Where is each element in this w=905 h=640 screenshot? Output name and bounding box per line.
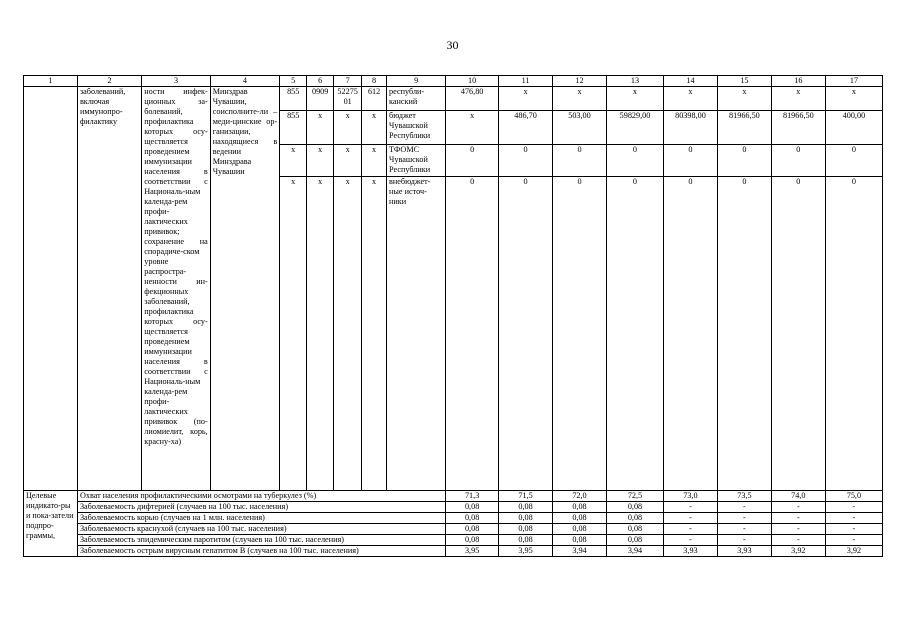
funding-value: 400,00 [825, 111, 882, 145]
main-col3: ности инфек-ционных за-болеваний, профилактика которых осу-ществляется проведением иммунизации населения в соответствии с Националь-ным календа-рем профи-лактических прививок; сохранение на спорадиче-ском уровне распростра-ненности ин-фекционных заболеваний, профилактика которых осу-ществляется проведением иммунизации населения в соответствии с Националь-ным календа-рем профи-лактических прививок (по-лиомиелит, корь, красну-ха) [142, 87, 210, 491]
column-number-9: 9 [387, 76, 446, 87]
indicator-value: - [825, 502, 882, 513]
column-number-4: 4 [210, 76, 280, 87]
funding-value: 0 [499, 177, 553, 491]
indicator-value: 0,08 [499, 535, 553, 546]
indicator-row [24, 491, 883, 502]
funding-value: x [499, 87, 553, 111]
indicator-value: - [664, 502, 718, 513]
code-c6: x [307, 111, 334, 145]
funding-value: 81966,50 [717, 111, 771, 145]
indicator-name: Заболеваемость краснухой (случаев на 100 тыс. населения) [77, 524, 445, 535]
funding-value: 80398,00 [664, 111, 718, 145]
code-c7: x [334, 111, 362, 145]
indicator-value: 3,94 [553, 546, 607, 557]
column-number-17: 17 [825, 76, 882, 87]
funding-value: 0 [771, 177, 825, 491]
indicator-value: 0,08 [499, 524, 553, 535]
column-number-10: 10 [446, 76, 499, 87]
indicator-value: 0,08 [553, 513, 607, 524]
funding-value: 0 [606, 177, 663, 491]
column-number-7: 7 [334, 76, 362, 87]
funding-source: республи-канский [387, 87, 446, 111]
indicator-name: Заболеваемость дифтерией (случаев на 100 тыс. населения) [77, 502, 445, 513]
column-number-14: 14 [664, 76, 718, 87]
column-number-12: 12 [553, 76, 607, 87]
code-c5: 855 [280, 87, 307, 111]
code-c8: x [362, 177, 387, 491]
code-c6: 0909 [307, 87, 334, 111]
code-c8: x [362, 145, 387, 177]
funding-value: 0 [771, 145, 825, 177]
indicator-value: 71,3 [446, 491, 499, 502]
indicator-value: - [825, 535, 882, 546]
indicator-value: 0,08 [553, 524, 607, 535]
indicator-value: - [771, 513, 825, 524]
funding-source: внебюджет-ные источ-ники [387, 177, 446, 491]
indicator-value: 0,08 [606, 513, 663, 524]
funding-source: ТФОМС Чувашской Республики [387, 145, 446, 177]
funding-value: x [825, 87, 882, 111]
indicator-value: 3,94 [606, 546, 663, 557]
funding-value: 0 [825, 177, 882, 491]
column-number-5: 5 [280, 76, 307, 87]
funding-value: x [717, 87, 771, 111]
funding-value: 0 [825, 145, 882, 177]
program-table [23, 75, 883, 557]
indicator-value: - [717, 535, 771, 546]
funding-value: x [771, 87, 825, 111]
column-number-row [24, 76, 883, 87]
indicator-row [24, 513, 883, 524]
indicator-name: Заболеваемость острым вирусным гепатитом В (случаев на 100 тыс. населения) [77, 546, 445, 557]
funding-value: 0 [664, 145, 718, 177]
indicator-value: - [717, 524, 771, 535]
column-number-8: 8 [362, 76, 387, 87]
indicator-value: 3,93 [664, 546, 718, 557]
indicator-value: - [771, 524, 825, 535]
indicator-name: Заболеваемость корью (случаев на 1 млн. населения) [77, 513, 445, 524]
column-number-3: 3 [142, 76, 210, 87]
indicator-value: 74,0 [771, 491, 825, 502]
indicator-value: 0,08 [446, 513, 499, 524]
indicator-value: 0,08 [606, 502, 663, 513]
code-c6: x [307, 177, 334, 491]
funding-value: 503,00 [553, 111, 607, 145]
indicator-value: 3,95 [446, 546, 499, 557]
funding-row [24, 87, 883, 111]
code-c7: x [334, 177, 362, 491]
funding-value: x [553, 87, 607, 111]
indicator-value: - [771, 502, 825, 513]
main-col2: заболеваний, включая иммунопро-филактику [77, 87, 141, 491]
funding-source: бюджет Чувашской Республики [387, 111, 446, 145]
code-c5: 855 [280, 111, 307, 145]
column-number-16: 16 [771, 76, 825, 87]
funding-value: 0 [553, 145, 607, 177]
funding-value: x [606, 87, 663, 111]
indicator-value: 3,92 [825, 546, 882, 557]
column-number-6: 6 [307, 76, 334, 87]
funding-value: 0 [553, 177, 607, 491]
code-c7: 52275 01 [334, 87, 362, 111]
indicator-value: - [664, 524, 718, 535]
indicator-value: - [664, 513, 718, 524]
indicator-value: 3,92 [771, 546, 825, 557]
indicator-value: 3,93 [717, 546, 771, 557]
code-c7: x [334, 145, 362, 177]
indicator-value: 73,5 [717, 491, 771, 502]
indicators-label: Целевые индикато-ры и пока-затели подпро-граммы, [24, 491, 78, 557]
funding-value: 0 [606, 145, 663, 177]
indicator-value: 0,08 [606, 535, 663, 546]
indicator-value: - [717, 513, 771, 524]
code-c5: x [280, 145, 307, 177]
funding-value: 0 [717, 177, 771, 491]
indicator-name: Охват населения профилактическими осмотрами на туберкулез (%) [77, 491, 445, 502]
indicator-value: 75,0 [825, 491, 882, 502]
indicator-value: 0,08 [446, 535, 499, 546]
funding-value: x [446, 111, 499, 145]
indicator-value: 3,95 [499, 546, 553, 557]
indicator-value: 0,08 [499, 513, 553, 524]
indicator-value: 0,08 [446, 524, 499, 535]
indicator-value: 72,5 [606, 491, 663, 502]
page-number: 30 [446, 38, 459, 52]
column-number-13: 13 [606, 76, 663, 87]
indicator-value: - [825, 513, 882, 524]
column-number-1: 1 [24, 76, 78, 87]
indicator-value: 73,0 [664, 491, 718, 502]
funding-value: 81966,50 [771, 111, 825, 145]
indicator-value: 71,5 [499, 491, 553, 502]
indicator-value: 0,08 [606, 524, 663, 535]
code-c5: x [280, 177, 307, 491]
funding-value: 0 [664, 177, 718, 491]
funding-value: 476,80 [446, 87, 499, 111]
indicator-row [24, 535, 883, 546]
indicator-value: 0,08 [553, 502, 607, 513]
code-c8: x [362, 111, 387, 145]
column-number-2: 2 [77, 76, 141, 87]
funding-value: 0 [499, 145, 553, 177]
indicator-value: 0,08 [446, 502, 499, 513]
main-col4: Минздрав Чувашии, соисполните-ли – меди-цинские ор-ганизации, находящиеся в ведении Минздрава Чувашии [210, 87, 280, 491]
indicator-value: - [825, 524, 882, 535]
indicator-value: 72,0 [553, 491, 607, 502]
funding-value: x [664, 87, 718, 111]
indicator-value: - [717, 502, 771, 513]
indicator-value: - [664, 535, 718, 546]
column-number-11: 11 [499, 76, 553, 87]
funding-value: 0 [446, 177, 499, 491]
indicator-row [24, 502, 883, 513]
indicator-value: 0,08 [553, 535, 607, 546]
indicator-name: Заболеваемость эпидемическим паротитом (случаев на 100 тыс. населения) [77, 535, 445, 546]
cell-empty [24, 87, 78, 491]
funding-value: 486,70 [499, 111, 553, 145]
code-c8: 612 [362, 87, 387, 111]
funding-value: 0 [446, 145, 499, 177]
code-c6: x [307, 145, 334, 177]
funding-value: 0 [717, 145, 771, 177]
funding-value: 59829,00 [606, 111, 663, 145]
indicator-row [24, 546, 883, 557]
column-number-15: 15 [717, 76, 771, 87]
indicator-value: - [771, 535, 825, 546]
indicator-row [24, 524, 883, 535]
indicator-value: 0,08 [499, 502, 553, 513]
